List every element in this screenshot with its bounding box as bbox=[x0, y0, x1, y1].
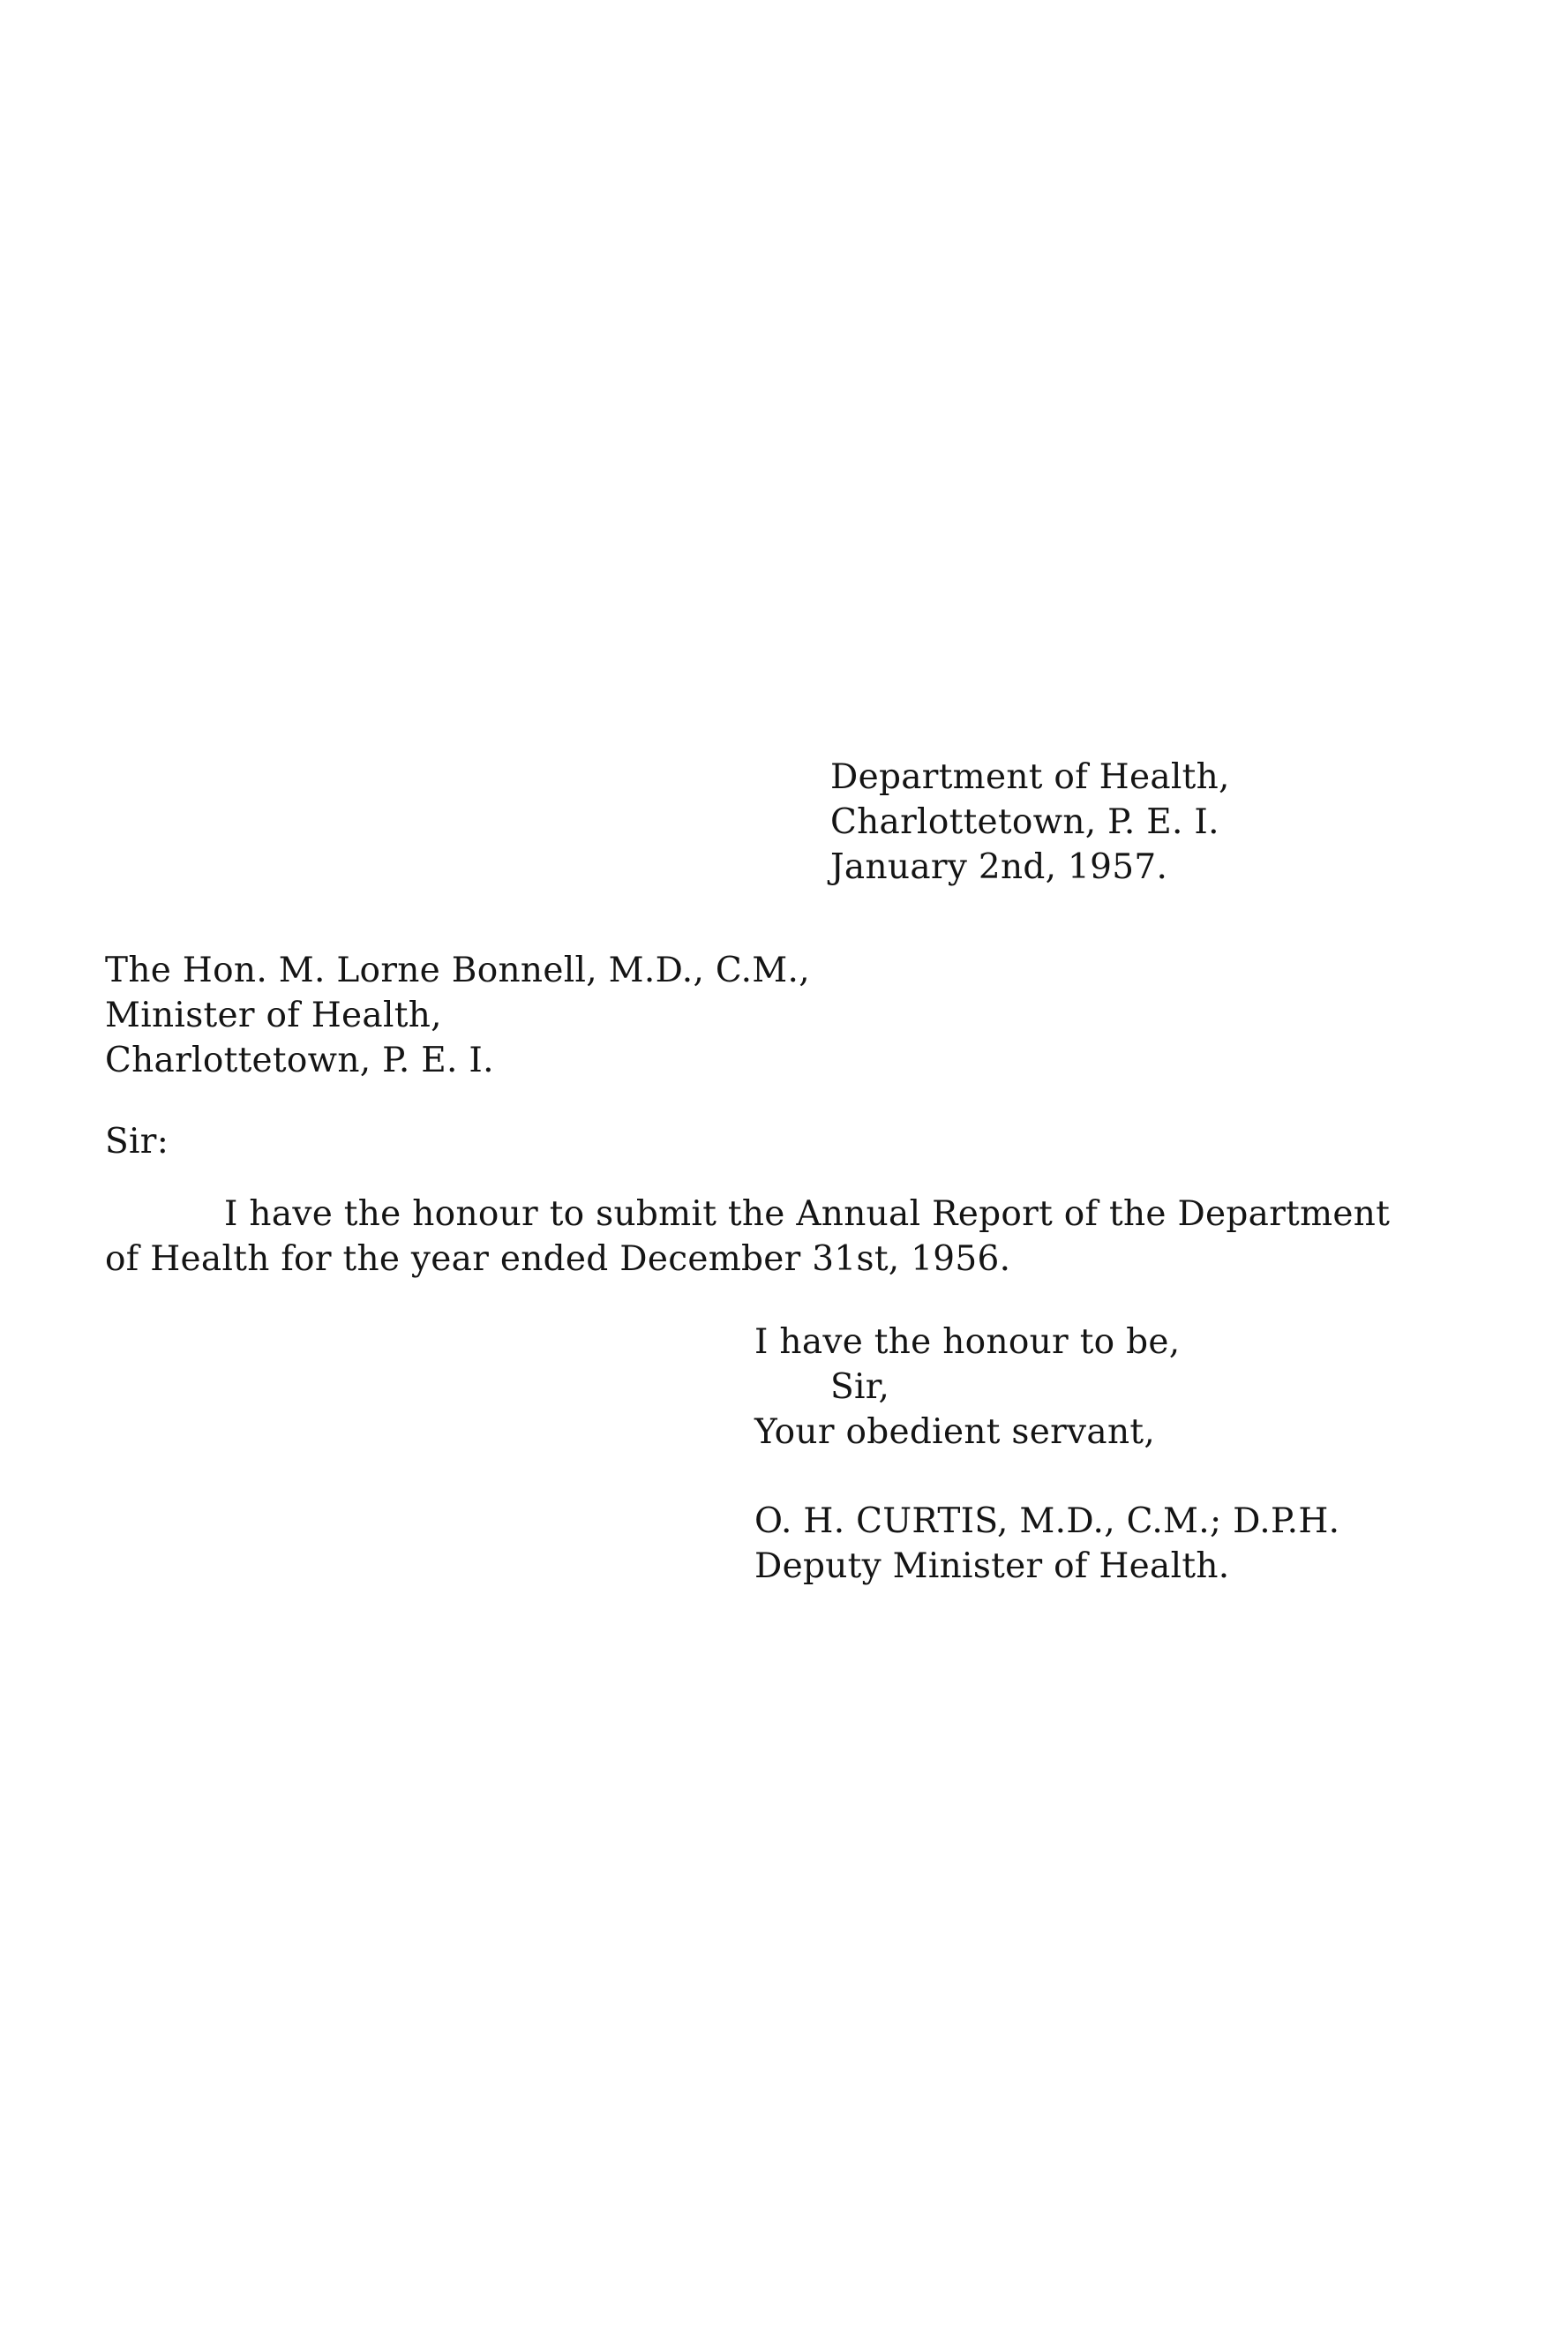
salutation: Sir: bbox=[105, 1122, 169, 1162]
letter-date: January 2nd, 1957. bbox=[830, 847, 1168, 887]
signatory-title: Deputy Minister of Health. bbox=[754, 1546, 1230, 1586]
recipient-name: The Hon. M. Lorne Bonnell, M.D., C.M., bbox=[105, 951, 810, 990]
signatory-name: O. H. CURTIS, M.D., C.M.; D.P.H. bbox=[754, 1501, 1340, 1541]
closing-line-2: Sir, bbox=[830, 1367, 890, 1407]
sender-city: Charlottetown, P. E. I. bbox=[830, 802, 1219, 842]
closing-line-3: Your obedient servant, bbox=[754, 1412, 1156, 1452]
recipient-title: Minister of Health, bbox=[105, 996, 442, 1035]
sender-department: Department of Health, bbox=[830, 757, 1230, 797]
body-line-1: I have the honour to submit the Annual Report of the Department bbox=[224, 1194, 1391, 1234]
closing-line-1: I have the honour to be, bbox=[754, 1322, 1181, 1362]
recipient-location: Charlottetown, P. E. I. bbox=[105, 1041, 494, 1080]
body-line-2: of Health for the year ended December 31st, 1956. bbox=[105, 1239, 1011, 1279]
